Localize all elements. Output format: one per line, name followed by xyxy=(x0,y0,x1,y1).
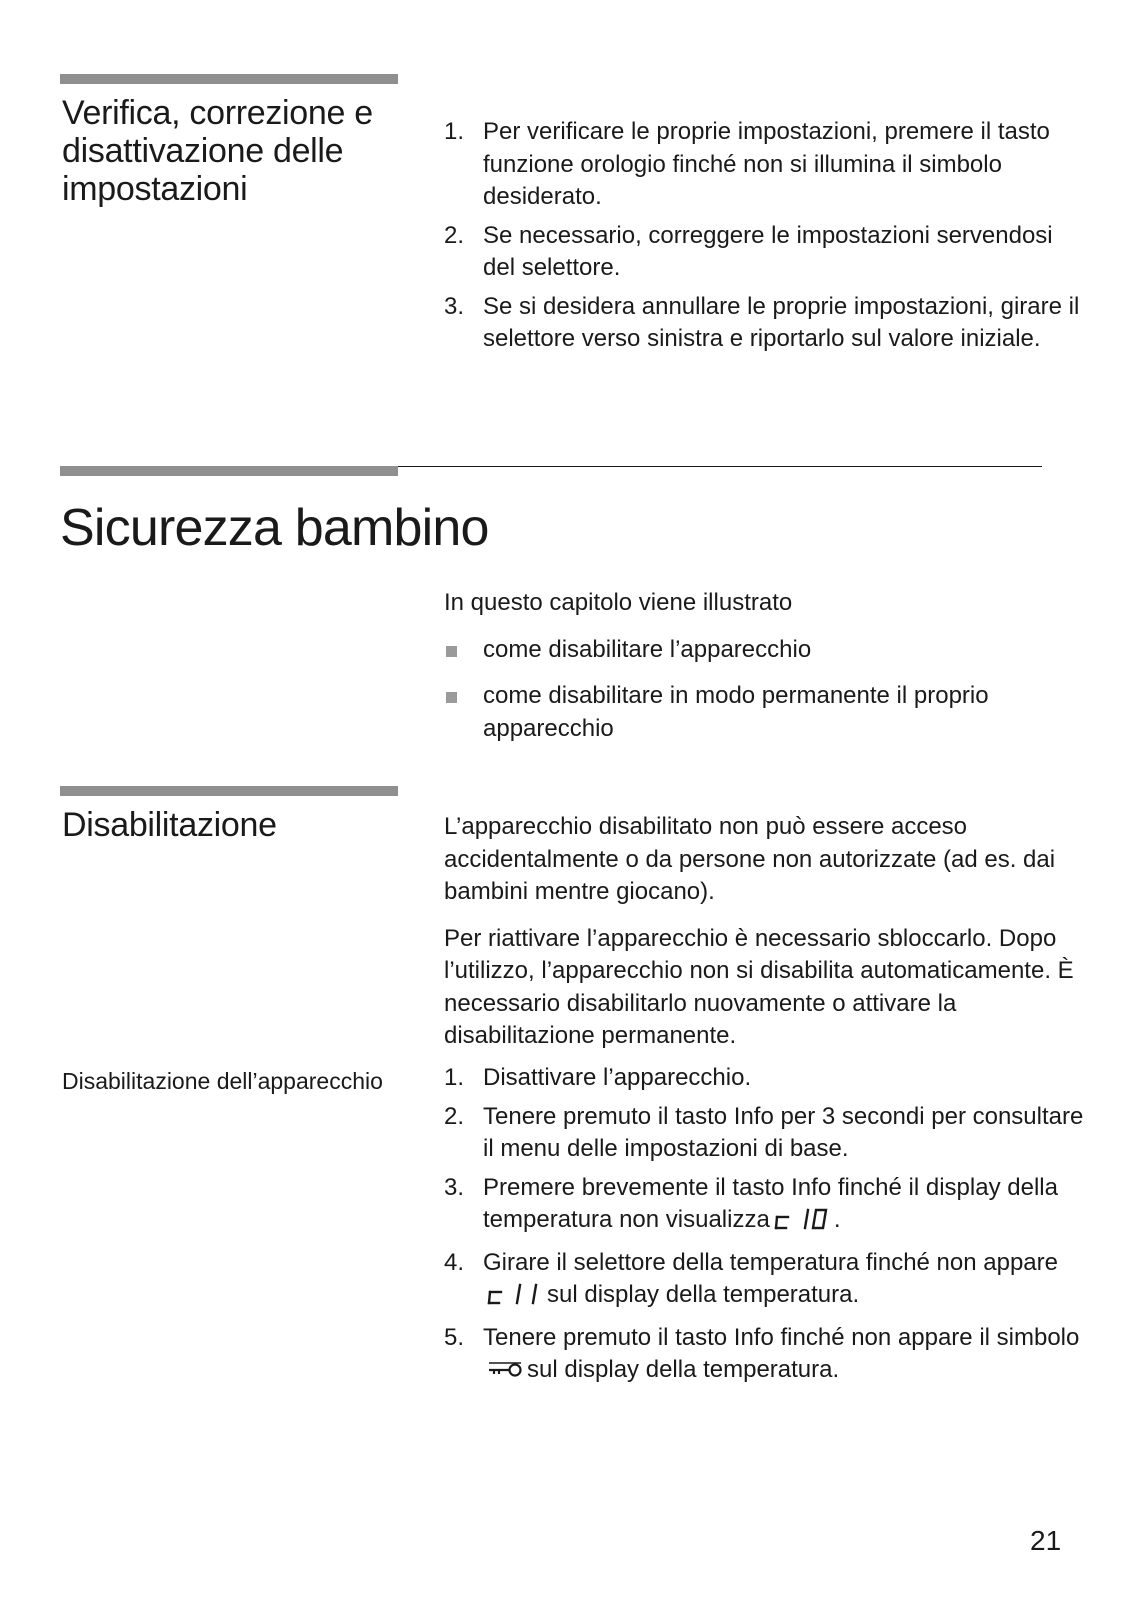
section-bar-disabilitazione xyxy=(60,786,398,796)
subheading-disabilitazione-apparecchio: Disabilitazione dell’apparecchio xyxy=(62,1068,383,1094)
bullet-text: come disabilitare l’apparecchio xyxy=(483,635,812,663)
step-text-after: sul display della temperatura. xyxy=(547,1281,860,1308)
step-number: 1. xyxy=(444,118,465,145)
page-number: 21 xyxy=(1030,1525,1062,1556)
step-number: 4. xyxy=(444,1248,465,1276)
step-text-after: . xyxy=(833,1206,841,1233)
step-item xyxy=(444,1247,1084,1316)
step-text: Tenere premuto il tasto Info finché non appare il simbolo xyxy=(483,1323,1080,1351)
step-number: 1. xyxy=(444,1064,465,1091)
verifica-steps xyxy=(444,116,1084,362)
step-text-after: sul display della temperatura. xyxy=(527,1356,840,1383)
step-text: Se si desidera annullare le proprie impostazioni, girare il selettore verso sinistra e riportarlo sul valore iniziale. xyxy=(483,292,1080,352)
bullet-item xyxy=(444,634,1084,667)
step-item xyxy=(444,220,1084,285)
disabilitazione-paragraphs xyxy=(444,811,1084,1053)
chapter-bar xyxy=(60,466,398,476)
display-c11-icon xyxy=(487,1282,543,1316)
step-number: 5. xyxy=(444,1323,465,1351)
step-item xyxy=(444,291,1084,356)
step-text: Se necessario, correggere le impostazioni servendosi del selettore. xyxy=(483,221,1053,281)
step-item xyxy=(444,1172,1084,1241)
square-bullet-icon xyxy=(446,646,457,657)
step-number: 3. xyxy=(444,292,465,320)
step-number: 3. xyxy=(444,1173,465,1201)
step-text: Disattivare l’apparecchio. xyxy=(483,1064,752,1091)
step-text: Premere brevemente il tasto Info finché il display della temperatura non visualizza xyxy=(483,1173,1058,1233)
chapter-intro-block xyxy=(444,587,1084,759)
bullet-text: come disabilitare in modo permanente il proprio apparecchio xyxy=(483,682,989,742)
step-item xyxy=(444,1062,1084,1095)
heading-disabilitazione: Disabilitazione xyxy=(62,806,277,844)
square-bullet-icon xyxy=(446,692,457,703)
step-number: 2. xyxy=(444,1102,465,1130)
step-text: Tenere premuto il tasto Info per 3 secondi per consultare il menu delle impostazioni di base. xyxy=(483,1102,1084,1162)
heading-verifica: Verifica, correzione e disattivazione delle impostazioni xyxy=(62,94,373,208)
chapter-title: Sicurezza bambino xyxy=(60,499,489,557)
bullet-item xyxy=(444,680,1084,745)
step-number: 2. xyxy=(444,221,465,249)
step-text: Per verificare le proprie impostazioni, premere il tasto funzione orologio finché non si illumina il simbolo desiderato. xyxy=(483,118,1050,210)
key-lock-icon xyxy=(487,1358,523,1391)
step-item xyxy=(444,116,1084,214)
step-item xyxy=(444,1101,1084,1166)
section-bar-verifica xyxy=(60,74,398,84)
disabilitazione-steps xyxy=(444,1062,1084,1397)
step-item xyxy=(444,1322,1084,1391)
paragraph: L’apparecchio disabilitato non può essere acceso accidentalmente o da persone non autorizzate (ad es. dai bambini mentre giocano). xyxy=(444,813,1056,905)
paragraph: Per riattivare l’apparecchio è necessario sbloccarlo. Dopo l’utilizzo, l’apparecchio non si disabilita automaticamente. È necessario disabilitarlo nuovamente o attivare la disabilitazione permanente. xyxy=(444,924,1074,1049)
chapter-intro: In questo capitolo viene illustrato xyxy=(444,589,793,616)
step-text: Girare il selettore della temperatura finché non appare xyxy=(483,1248,1058,1276)
display-c10-icon xyxy=(774,1207,830,1241)
